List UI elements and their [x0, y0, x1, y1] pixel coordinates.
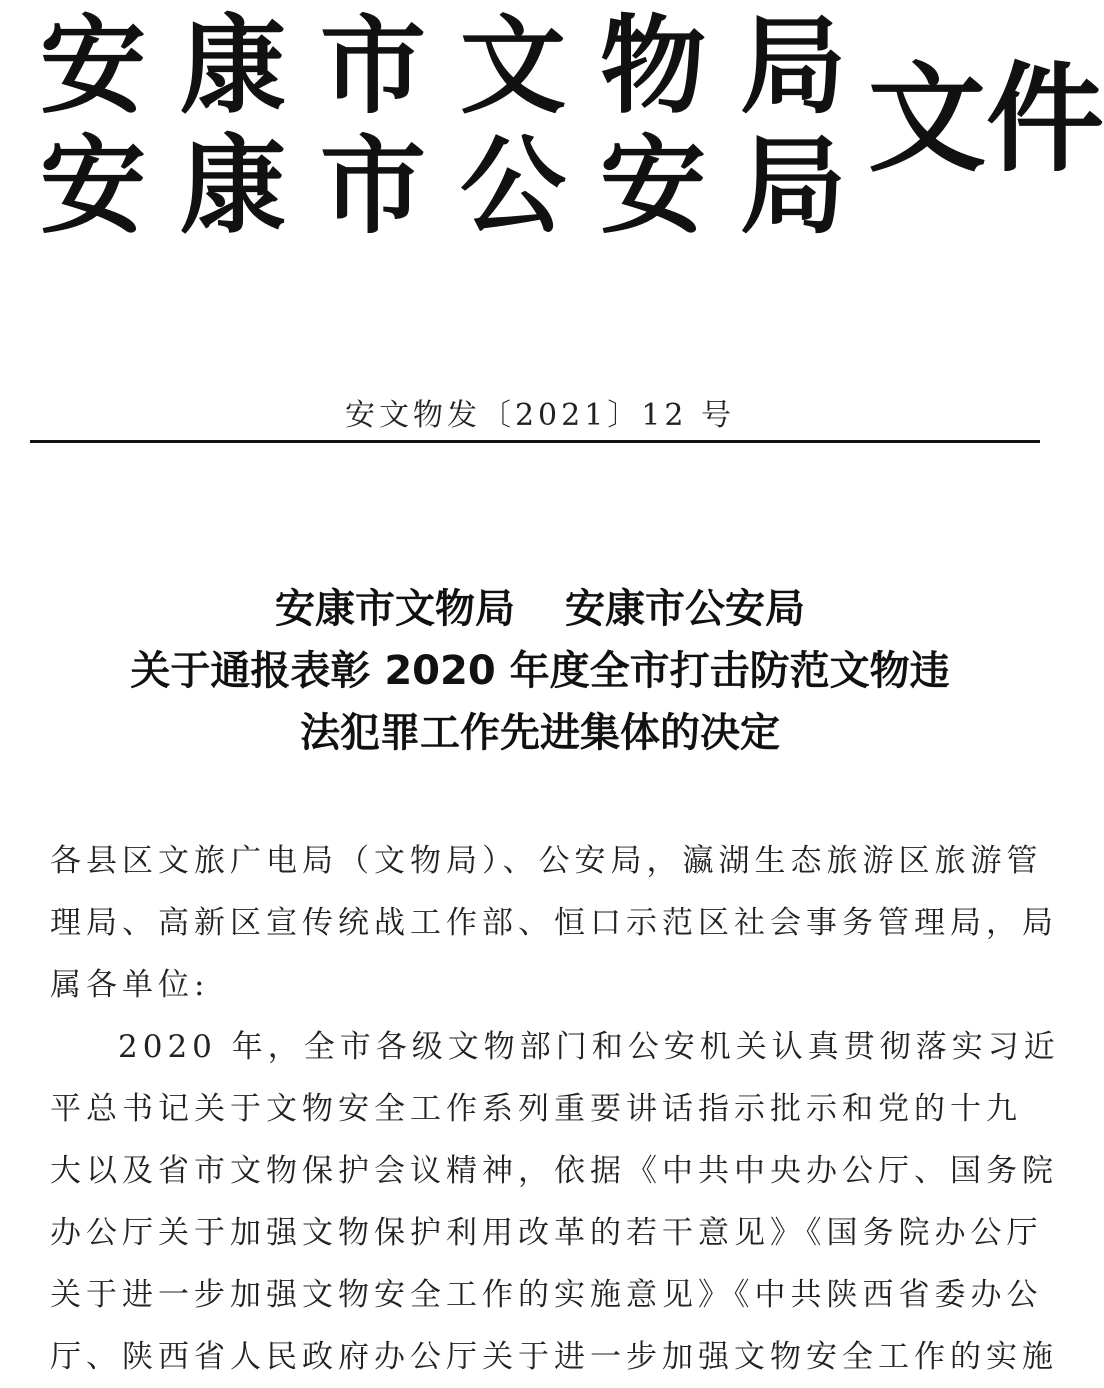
- title-line-1: [0, 578, 1080, 640]
- masthead-issuer-1: 安康市文物局: [40, 5, 880, 128]
- title-issuer-2: 安康市公安局: [565, 586, 805, 632]
- body-line: 关于进一步加强文物安全工作的实施意见》《中共陕西省委办公: [50, 1277, 1043, 1313]
- document-body: [50, 830, 1060, 1388]
- body-line: 理局、高新区宣传统战工作部、恒口示范区社会事务管理局，局: [50, 905, 1058, 941]
- body-line: 厅、陕西省人民政府办公厅关于进一步加强文物安全工作的实施: [50, 1339, 1058, 1375]
- body-line: 各县区文旅广电局（文物局）、公安局，瀛湖生态旅游区旅游管: [50, 843, 1043, 879]
- masthead-suffix: 文件: [868, 50, 1104, 188]
- body-line: 大以及省市文物保护会议精神，依据《中共中央办公厅、国务院: [50, 1153, 1058, 1189]
- masthead-issuer-2: 安康市公安局: [40, 125, 880, 248]
- document-number: 安文物发〔2021〕12 号: [344, 398, 736, 433]
- document-title: [0, 578, 1080, 764]
- body-line: 平总书记关于文物安全工作系列重要讲话指示批示和党的十九: [50, 1091, 1022, 1127]
- header-divider: [30, 440, 1040, 443]
- body-line: 2020 年，全市各级文物部门和公安机关认真贯彻落实习近: [118, 1029, 1060, 1065]
- title-line-2: 关于通报表彰 2020 年度全市打击防范文物违: [130, 648, 950, 694]
- title-issuer-1: 安康市文物局: [275, 586, 515, 632]
- title-line-3: 法犯罪工作先进集体的决定: [300, 710, 780, 756]
- body-line: 属各单位:: [50, 967, 210, 1003]
- body-line: 办公厅关于加强文物保护利用改革的若干意见》《国务院办公厅: [50, 1215, 1043, 1251]
